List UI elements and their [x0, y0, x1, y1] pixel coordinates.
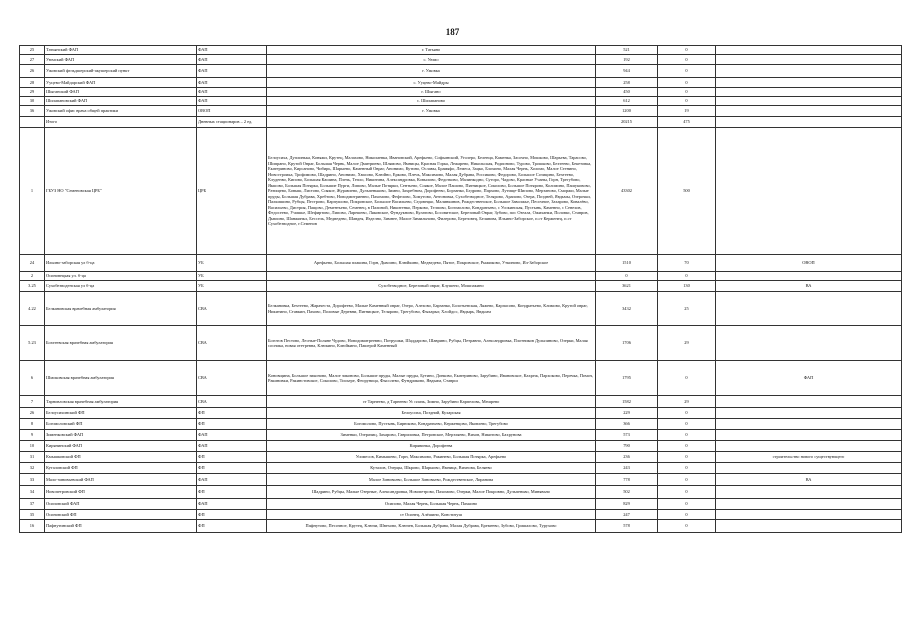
beds-count: 130: [658, 281, 716, 292]
facility-name: Шмоковская врачебная амбулатория: [45, 361, 197, 396]
beds-count: 475: [658, 117, 716, 128]
table-row: [20, 292, 902, 326]
settlements: Боготов Пестово, Лесные-Поляне Чудово, Новодимитреевно, Потрушки, Шаддарово, Шаврино, Рубцы, Петравно, Александровка, Плотников Дульпиново, Озерки, Малая сосника, новая отетревна, Клюкино, Клюйкино, Пашерой Каменный: [267, 326, 596, 361]
settlements: г. Шыгано: [267, 88, 596, 97]
table-row: [20, 499, 902, 510]
facility-name: Ильино-заборская ул б-ца: [45, 255, 197, 272]
table-row: [20, 452, 902, 463]
facility-name: Татьянский ФАП: [45, 46, 197, 55]
settlements: Арефьево, Большая плакина, Горн, Дьвоино, Клюйкино, Медведево, Пятое, Покровское, Рыжиково, Уткиново, Ил-Заборское: [267, 255, 596, 272]
row-number: 26: [20, 408, 45, 419]
settlements: Усимесов, Кимышево, Горн, Максимово, Ракинево, Большая Потярка, Арефьево: [267, 452, 596, 463]
facility-name: Итого: [45, 117, 197, 128]
note: [716, 520, 902, 533]
beds-count: 0: [658, 520, 716, 533]
note: [716, 499, 902, 510]
facility-type: ФАП: [197, 88, 267, 97]
facility-type: ОВОП: [197, 106, 267, 117]
note: [716, 272, 902, 281]
note: ФАП: [716, 361, 902, 396]
note: [716, 106, 902, 117]
settlements: ст Осинец, Алёшино, Конституш: [267, 510, 596, 520]
beds-count: 70: [658, 255, 716, 272]
population: 1510: [596, 255, 658, 272]
row-number: 7: [20, 396, 45, 408]
beds-count: 500: [658, 128, 716, 255]
beds-count: 0: [658, 97, 716, 106]
population: 778: [596, 474, 658, 486]
population: 3621: [596, 281, 658, 292]
facilities-table: [19, 45, 902, 533]
beds-count: 0: [658, 441, 716, 452]
facility-name: Сухобезводенская ул б-ца: [45, 281, 197, 292]
facility-name: Бохтеевская врачебная амбулатория: [45, 326, 197, 361]
row-number: 2: [20, 272, 45, 281]
table-row: [20, 463, 902, 474]
settlements: Белоусиха, Поздний, Кухарская: [267, 408, 596, 419]
table-row: [20, 65, 902, 78]
settlements: г. Татьяно: [267, 46, 596, 55]
beds-count: 0: [658, 408, 716, 419]
facility-type: ФП: [197, 452, 267, 463]
population: 243: [596, 463, 658, 474]
facility-type: Дневных стационаров – 2 ед.: [197, 117, 267, 128]
facility-type: ФАП: [197, 46, 267, 55]
settlements: ст Тарнеево, д Тарнеево Ус плачь, Зимно, Зарубино Карпеловь, Мешрево: [267, 396, 596, 408]
facility-name: Кмышковский ФП: [45, 452, 197, 463]
row-number: 26: [20, 65, 45, 78]
population: 1706: [596, 326, 658, 361]
settlements: с. Шилапаново: [267, 97, 596, 106]
population: 1200: [596, 106, 658, 117]
row-number: 24: [20, 255, 45, 272]
population: 236: [596, 452, 658, 463]
population: 20215: [596, 117, 658, 128]
beds-count: 0: [658, 430, 716, 441]
facility-type: ФАП: [197, 65, 267, 78]
settlements: с. Уюмо: [267, 55, 596, 65]
row-number: 30: [20, 97, 45, 106]
beds-count: 0: [658, 419, 716, 430]
beds-count: 0: [658, 499, 716, 510]
facility-type: ФП: [197, 510, 267, 520]
table-row: [20, 486, 902, 499]
beds-count: 29: [658, 326, 716, 361]
facility-type: ФП: [197, 408, 267, 419]
table-row: [20, 361, 902, 396]
facility-type: ФАП: [197, 97, 267, 106]
note: [716, 65, 902, 78]
settlements: Куталов, Озерцы, Шкрово, Шарыово, Ямница, Вихнова, Беляево: [267, 463, 596, 474]
row-number: 1: [20, 128, 45, 255]
note: [716, 128, 902, 255]
settlements: Зименки, Озерачиц, Захарово, Гавриловка, Петровское, Мерзляево, Вихов, Никитово, Бахрунова: [267, 430, 596, 441]
beds-count: 29: [658, 396, 716, 408]
note: [716, 326, 902, 361]
settlements: Малое Зиновьево, Большое Зиновьево, Рождественское, Лиранова: [267, 474, 596, 486]
note: [716, 46, 902, 55]
row-number: 27: [20, 55, 45, 65]
table-row: [20, 281, 902, 292]
note: [716, 55, 902, 65]
table-row: [20, 106, 902, 117]
facility-name: Новопетровский ФП: [45, 486, 197, 499]
row-number: 3.25: [20, 281, 45, 292]
row-number: 8: [20, 419, 45, 430]
population: 258: [596, 78, 658, 88]
facility-type: УБ: [197, 255, 267, 272]
note: [716, 419, 902, 430]
table-row: [20, 78, 902, 88]
table-row: [20, 510, 902, 520]
facility-name: Шыганский ФАП: [45, 88, 197, 97]
table-row: [20, 128, 902, 255]
row-number: 16: [20, 520, 45, 533]
population: 192: [596, 55, 658, 65]
facility-name: Зименковский ФАП: [45, 430, 197, 441]
row-number: 34: [20, 486, 45, 499]
population: 829: [596, 499, 658, 510]
row-number: 32: [20, 463, 45, 474]
population: 43302: [596, 128, 658, 255]
settlements: Белкановка, Бехтеево, Жарачеста, Дорофеево, Малые Каменный овраг, Озеро, Алехово, Барзанко, Болотьевская, Ляжево, Карпасово, Кондратьево, Климово, Крутой овраг, Никитино, Ставкин, Пахово, Половые Деревни, Пятницкое, Телярово, Трегубово, Фыхарыг, Хлойдос, Явдырь, Явдьмм: [267, 292, 596, 326]
facility-type: ФАП: [197, 441, 267, 452]
facility-name: Мало-зиновьевский ФАП: [45, 474, 197, 486]
beds-count: 0: [658, 510, 716, 520]
table-row: [20, 396, 902, 408]
note: [716, 430, 902, 441]
facility-type: УБ: [197, 281, 267, 292]
table-row: [20, 408, 902, 419]
facility-type: СВА: [197, 396, 267, 408]
row-number: 9: [20, 430, 45, 441]
facility-type: СВА: [197, 361, 267, 396]
population: 790: [596, 441, 658, 452]
settlements: г. Ужовка: [267, 106, 596, 117]
note: [716, 78, 902, 88]
note: [716, 510, 902, 520]
facility-type: ФП: [197, 486, 267, 499]
population: 3432: [596, 292, 658, 326]
table-row: [20, 520, 902, 533]
facility-type: УБ: [197, 272, 267, 281]
row-number: 35: [20, 510, 45, 520]
facility-name: Осиновский ФП: [45, 510, 197, 520]
population: 521: [596, 46, 658, 55]
facility-name: Осиновецкая ул. б-ца: [45, 272, 197, 281]
facility-name: Куталовский ФП: [45, 463, 197, 474]
note: ОВОП: [716, 255, 902, 272]
note: строительство нового существующего: [716, 452, 902, 463]
population: 1795: [596, 361, 658, 396]
facility-name: Белоусихинский ФП: [45, 408, 197, 419]
population: 944: [596, 65, 658, 78]
settlements: Коновщина, Большое зиконово, Малое зиконово, Большие пруды, Малые пруды, Бутино, Донково, Екатериново, Зарубино, Ивановское, Кахреж, Пархоково, Перечка, Помоч, Ракиновки, Ракинстовское, Соколово, Тисьере, Феоруница, Фысолево, Фундриково, Явдьмм, Ставрш: [267, 361, 596, 396]
row-number: [20, 117, 45, 128]
note: [716, 97, 902, 106]
facility-type: ФАП: [197, 430, 267, 441]
table-row: [20, 419, 902, 430]
note: [716, 88, 902, 97]
beds-count: 0: [658, 463, 716, 474]
facility-type: ФП: [197, 463, 267, 474]
population: 229: [596, 408, 658, 419]
beds-count: 0: [658, 78, 716, 88]
beds-count: 0: [658, 474, 716, 486]
table-row: [20, 441, 902, 452]
row-number: 5.23: [20, 326, 45, 361]
beds-count: 0: [658, 486, 716, 499]
facility-type: ФАП: [197, 55, 267, 65]
facility-type: ФАП: [197, 474, 267, 486]
note: [716, 117, 902, 128]
table-row: [20, 255, 902, 272]
settlements: с. Ууцево-Майдры: [267, 78, 596, 88]
note: [716, 441, 902, 452]
beds-count: 19: [658, 106, 716, 117]
row-number: 4.22: [20, 292, 45, 326]
beds-count: 0: [658, 272, 716, 281]
row-number: 29: [20, 88, 45, 97]
settlements: Белоусиха, Дуплинька, Коняжи, Крутец, Малахово, Николаевка, Ивановский, Арефьево, Софьинский, Уголеро, Беленца, Каменка, Засочно, Мошково, Шарьева, Тарасово, Шипрано, Крутой Овраг, Большая Чернь, Малое Дмитриево, Шлямово, Ямницы, Красная Горка, Лежарево, Никольская, Родионово, Турово, Трошково, Бехтеево, Бекетовка, Екатериново, Кирсаново, Чибирь, Шарыево, Каменный Овраг, Анонимо, Кутино, Ославы, Брамяфо, Лемеса, Зацко, Блохино, Малая Чернь, Холомо, Малое Стенино, Новостроика, Трофимово, Шадрино, Анонимо, Хвасово, Клюйно, Ерково, Плечь, Максимово, Малая Дубрава, Россиково, Федорово, Большое Созицино, Бехтеево, Клуденво, Кипово, Большая Кашина, Плечь, Тепло, Никитина, Александровка, Ковылово, Федотково, Малинкодно, Суторо, Чадово, Красные Учаны, Горн, Трегубово, Якшово, Большая Потярка, Большие Пурги, Липово, Малые Потярки, Сентьево, Соякое, Малое Пашово, Пятницкое, Соколово, Большое Потярово, Коломино, Пашуковово, Ратищево, Бовыш, Листово, Соякое, Журавлево, Дульпеньково, Зимно, Захребном, Дорофеево, Борзанко, Бедрово, Пархово, Лутище-Шипово, Мерзаново, Сморжи, Малые пруды, Большая Дубрава, Хребтово, Новодмитриевно, Пахомово, Фефелово, Хомутово, Антоновка, Сухобезводное, Телярово, Арапово, Озера, Поздней, Явдьмы, Озерочки, Палкишино, Рубцы, Пестрово, Карпушово, Покровское, Большое Васильево, Седовецко, Малинкинов, Рождественское, Большое Заволжье, Песочное, Захарово, Ковалёво, Васильево, Дистрия, Пащово, Дементьево, Семенец, в Палиной, Никитенко, Перково, Телпово, Богомолово, Кондратьево, с Усокинская, Пустынь, Каменно, с Сенехов, Федосеево, Учишье, Шефиртово, Липово, Ларешево, Ляковское, Фундукново, Кулатово, Босовитское, Березовый Овраг, Зубово, пос Озеала, Ожиханки, Половкс, Ставров, Дьвоино, Шанжинкл, Бессель, Медведево, Шавдея, Изделно, Зимнее, Малое Зимильново, Филерово, Березовец, Белявова, Ильино-Заборское, п.ст Керженец, п.ст Сухобезводное, г.Семенов: [267, 128, 596, 255]
note: [716, 463, 902, 474]
facility-name: Ууцево-Майдарский ФАП: [45, 78, 197, 88]
facility-name: Кирянинский ФАП: [45, 441, 197, 452]
row-number: 31: [20, 452, 45, 463]
beds-count: 0: [658, 361, 716, 396]
note: [716, 396, 902, 408]
facility-name: Тарновловская врачебная амбулатория: [45, 396, 197, 408]
facility-name: Пафнутинский ФП: [45, 520, 197, 533]
table-row: [20, 97, 902, 106]
population: 366: [596, 419, 658, 430]
population: 1582: [596, 396, 658, 408]
row-number: 10: [20, 441, 45, 452]
facility-type: СВА: [197, 326, 267, 361]
facility-name: Ужовский фельдшерский-акушерский пункт: [45, 65, 197, 78]
beds-count: 0: [658, 46, 716, 55]
facility-type: ЦРБ: [197, 128, 267, 255]
row-number: 33: [20, 474, 45, 486]
beds-count: 25: [658, 292, 716, 326]
beds-count: 0: [658, 452, 716, 463]
settlements: Кирявинка, Дорофеева: [267, 441, 596, 452]
settlements: г. Ужовка: [267, 65, 596, 78]
facility-name: Белкановская врачебная амбулатория: [45, 292, 197, 326]
beds-count: 0: [658, 55, 716, 65]
note: ВА: [716, 474, 902, 486]
settlements: Осипово, Малая Чернь, Большая Чернь, Пахкино: [267, 499, 596, 510]
population: 450: [596, 88, 658, 97]
facility-name: ГБУЗ НО "Семеновская ЦРБ": [45, 128, 197, 255]
table-row: [20, 474, 902, 486]
settlements: [267, 117, 596, 128]
settlements: Пафнутово, Песочное, Крутец, Ключи, Швехово, Ключев, Большая Дубрава, Малая Дубрава, Еремеево, Зубово, Гришалово, Турухово: [267, 520, 596, 533]
facility-type: ФАП: [197, 78, 267, 88]
facility-type: ФП: [197, 419, 267, 430]
note: [716, 408, 902, 419]
facility-name: Уюмский ФАП: [45, 55, 197, 65]
facility-name: Шилапановский ФАП: [45, 97, 197, 106]
page-number: 187: [445, 27, 460, 37]
facility-type: ФАП: [197, 499, 267, 510]
population: 573: [596, 430, 658, 441]
table-row: [20, 272, 902, 281]
population: 612: [596, 97, 658, 106]
facility-name: Ужовский офис врача общей практики: [45, 106, 197, 117]
row-number: 37: [20, 499, 45, 510]
row-number: 25: [20, 46, 45, 55]
note: [716, 292, 902, 326]
row-number: 28: [20, 78, 45, 88]
table-row: [20, 55, 902, 65]
table-row: [20, 46, 902, 55]
facility-type: СВА: [197, 292, 267, 326]
population: 578: [596, 520, 658, 533]
population: 0: [596, 272, 658, 281]
table-row: [20, 430, 902, 441]
table-row: [20, 88, 902, 97]
settlements: Сухобезводное, Березовый овраг, Клушено, Мошпакино: [267, 281, 596, 292]
settlements: [267, 272, 596, 281]
population: 502: [596, 486, 658, 499]
settlements: Шадрино, Рубцы, Малые Озерные, Александровка, Новопетрово, Пахомово, Озерки, Малое Покровно, Дульпеньво, Минявьно: [267, 486, 596, 499]
table-row: [20, 326, 902, 361]
facility-type: ФП: [197, 520, 267, 533]
beds-count: 0: [658, 88, 716, 97]
note: ВА: [716, 281, 902, 292]
population: 247: [596, 510, 658, 520]
beds-count: 0: [658, 65, 716, 78]
row-number: 6: [20, 361, 45, 396]
table-row: [20, 117, 902, 128]
facility-name: Осиповский ФАП: [45, 499, 197, 510]
note: [716, 486, 902, 499]
facility-name: Богомоловский ФП: [45, 419, 197, 430]
row-number: 36: [20, 106, 45, 117]
settlements: Богомолово, Пустынь, Бирюково, Кондратьево, Керженцово, Яковлево, Трегубово: [267, 419, 596, 430]
